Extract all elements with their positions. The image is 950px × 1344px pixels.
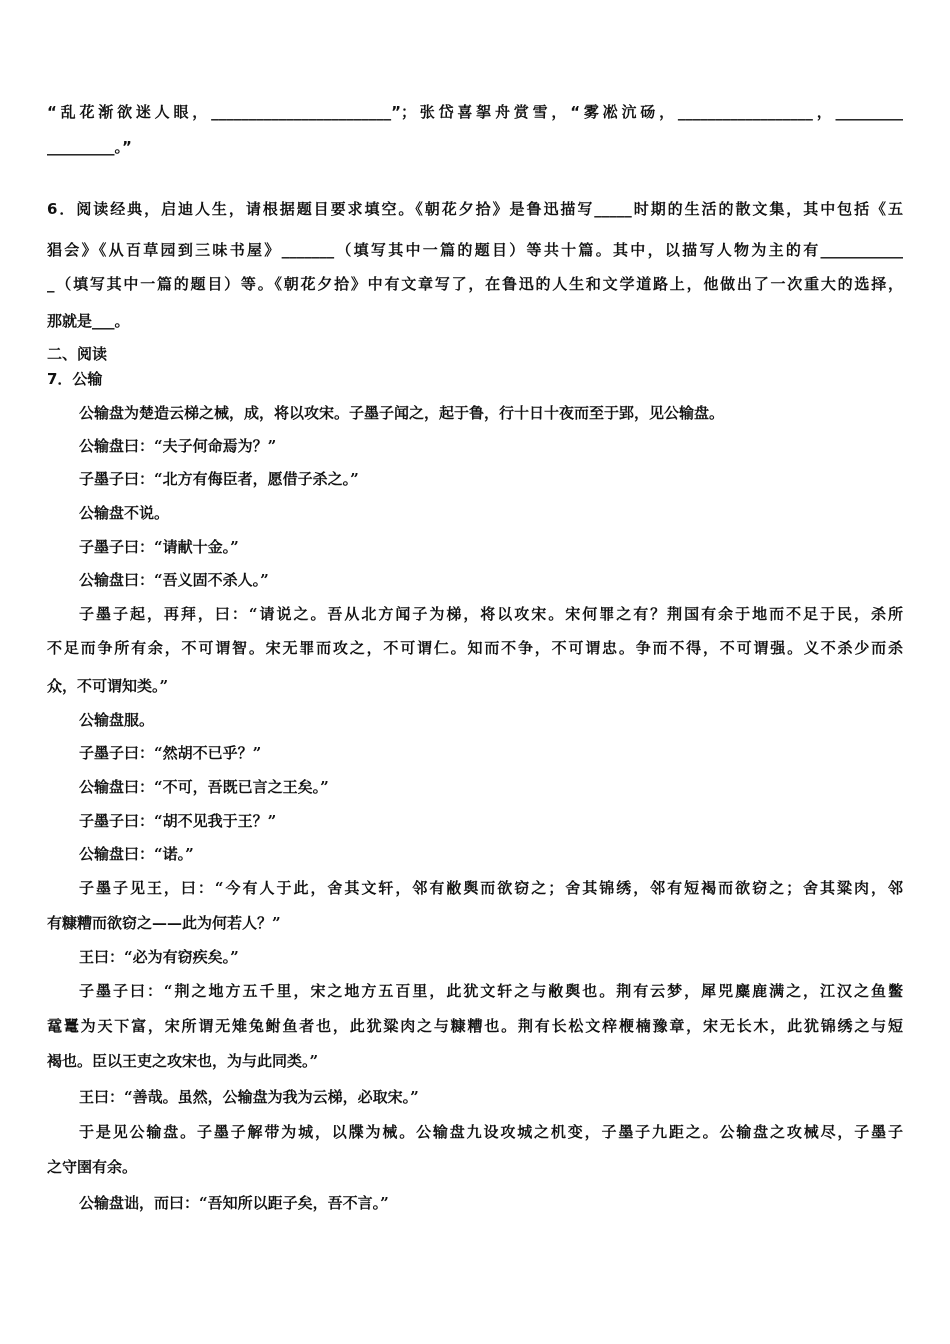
passage-line: 王曰：“必为有窃疾矣。” [79, 948, 239, 966]
question-7-title: 7．公输 [47, 370, 103, 388]
passage-line: 之守圉有余。 [47, 1158, 138, 1176]
passage-line: 众，不可谓知类。” [47, 677, 169, 695]
passage-line: 子墨子见王，曰：“今有人于此，舍其文轩，邻有敝舆而欲窃之；舍其锦绣，邻有短褐而欲窃之；舍其粱肉，邻 [79, 879, 903, 897]
passage-line: 子墨子曰：“请献十金。” [79, 538, 239, 556]
passage-line: 鼋鼍为天下富，宋所谓无雉兔鲋鱼者也，此犹粱肉之与糠糟也。荆有长松文梓楩楠豫章，宋无长木，此犹锦绣之与短 [47, 1017, 903, 1035]
passage-line: 子墨子起，再拜，曰：“请说之。吾从北方闻子为梯，将以攻宋。宋何罪之有？荆国有余于地而不足于民，杀所 [79, 605, 903, 623]
q6-line-4: 那就是___。 [47, 312, 130, 330]
passage-line: 有糠糟而欲窃之——此为何若人？” [47, 914, 281, 932]
passage-line: 公输盘不说。 [79, 504, 170, 522]
passage-line: 公输盘曰：“不可，吾既已言之王矣。” [79, 778, 329, 796]
passage-line: 王曰：“善哉。虽然，公输盘为我为云梯，必取宋。” [79, 1088, 419, 1106]
q6-line-3: _（填写其中一篇的题目）等。《朝花夕拾》中有文章写了，在鲁迅的人生和文学道路上，他做出了一次重大的选择， [47, 275, 903, 293]
passage-line: 于是见公输盘。子墨子解带为城，以牒为械。公输盘九设攻城之机变，子墨子九距之。公输盘之攻械尽，子墨子 [79, 1123, 903, 1141]
passage-line: 子墨子曰：“然胡不已乎？” [79, 744, 262, 762]
q5-line-1: “乱花渐欲迷人眼，________________________”；张岱喜挐舟赏雪，“雾凇沆砀，__________________，_________ [47, 103, 903, 121]
passage-line: 褐也。臣以王吏之攻宋也，为与此同类。” [47, 1052, 319, 1070]
passage-line: 公输盘为楚造云梯之械，成，将以攻宋。子墨子闻之，起于鲁，行十日十夜而至于郢，见公输盘。 [79, 404, 725, 422]
passage-line: 子墨子曰：“北方有侮臣者，愿借子杀之。” [79, 470, 359, 488]
passage-line: 子墨子曰：“胡不见我于王？” [79, 812, 277, 830]
passage-line: 公输盘服。 [79, 711, 155, 729]
passage-line: 公输盘曰：“夫子何命焉为？” [79, 437, 277, 455]
section-heading: 二、阅读 [47, 345, 108, 363]
passage-line: 公输盘曰：“诺。” [79, 845, 194, 863]
passage-line: 不足而争所有余，不可谓智。宋无罪而攻之，不可谓仁。知而不争，不可谓忠。争而不得，不可谓强。义不杀少而杀 [47, 639, 903, 657]
passage-line: 公输盘曰：“吾义固不杀人。” [79, 571, 269, 589]
q5-line-2: _________。” [47, 138, 132, 156]
q6-line-1: 6．阅读经典，启迪人生，请根据题目要求填空。《朝花夕拾》是鲁迅描写_____时期的生活的散文集，其中包括《五 [47, 200, 903, 218]
q6-line-2: 猖会》《从百草园到三味书屋》_______（填写其中一篇的题目）等共十篇。其中，以描写人物为主的有___________ [47, 241, 903, 259]
passage-line: 子墨子曰：“荆之地方五千里，宋之地方五百里，此犹文轩之与敝舆也。荆有云梦，犀兕麋鹿满之，江汉之鱼鳖 [79, 982, 903, 1000]
passage-line: 公输盘诎，而曰：“吾知所以距子矣，吾不言。” [79, 1194, 389, 1212]
